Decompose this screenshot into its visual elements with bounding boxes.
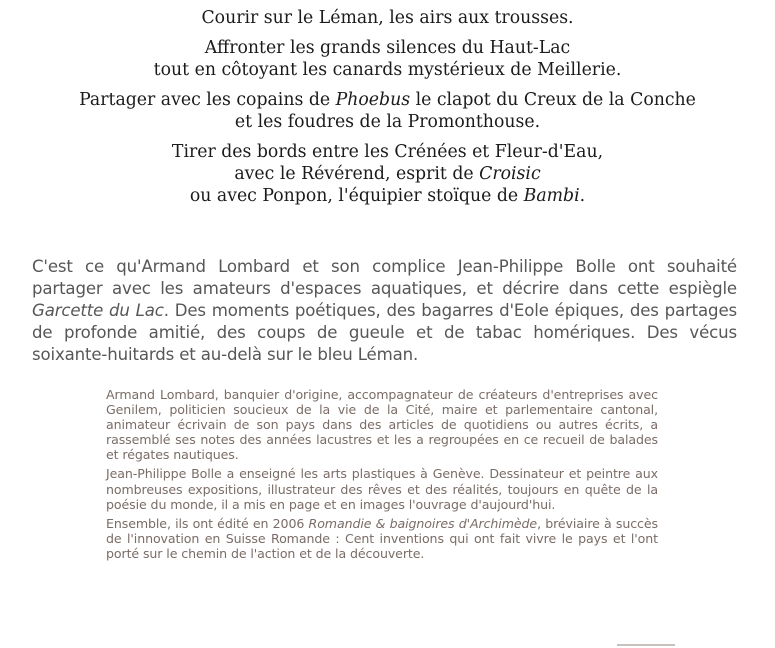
poem-text: Partager avec les copains de	[79, 90, 336, 110]
author-bios	[106, 387, 658, 565]
poem-stanza-1	[0, 7, 775, 29]
poem-text: ou avec Ponpon, l'équipier stoïque de	[189, 186, 524, 206]
bio-jean-philippe-bolle: Jean-Philippe Bolle a enseigné les arts plastiques à Genève. Dessinateur et peintre aux nombreuses expositions, illustrateur des rêves et des réalités, toujours en quête de la poésie du monde, il a mis en page et en images l'ouvrage d'aujourd'hui.	[106, 466, 658, 512]
boat-name: Bambi	[523, 186, 580, 206]
poem-text: le clapot du Creux de la Conche	[410, 90, 696, 110]
bio-text: , bréviaire à succès de l'innovation en Suisse Romande : Cent inventions qui ont fait vivre le pays et l'ont porté sur le chemin de l'action et de la découverte.	[106, 515, 658, 561]
poem-line	[0, 37, 775, 59]
poem-line	[0, 89, 775, 111]
boat-name: Croisic	[479, 164, 541, 184]
poem-line	[0, 185, 775, 207]
book-title: Garcette du Lac	[32, 300, 164, 320]
poem-line	[0, 141, 775, 163]
poem-stanza-2	[0, 37, 775, 81]
bio-text: Ensemble, ils ont édité en 2006	[106, 515, 309, 531]
boat-name: Phoebus	[335, 90, 411, 110]
poem-text: Tirer des bords entre les Crénées et Fleur-d'Eau,	[171, 142, 604, 162]
poem-text: .	[579, 186, 586, 206]
book-title: Romandie & baignoires d'Archimède	[308, 515, 538, 531]
poem-line	[0, 111, 775, 133]
bio-together	[106, 516, 658, 561]
poem	[0, 7, 775, 215]
poem-stanza-3	[0, 89, 775, 133]
intro-text: . Des moments poétiques, des bagarres d'Eole épiques, des partages de profonde amitié, des coups de gueule et de tabac homériques. Des vécus soixante-huitards et au-delà sur le bleu Léman.	[32, 300, 737, 364]
poem-text: Affronter les grands silences du Haut-Lac	[204, 38, 571, 58]
intro-paragraph	[32, 256, 737, 366]
poem-line	[0, 163, 775, 185]
poem-text: avec le Révérend, esprit de	[234, 164, 480, 184]
poem-text: Courir sur le Léman, les airs aux trousses.	[201, 8, 574, 28]
intro-text: C'est ce qu'Armand Lombard et son complice Jean-Philippe Bolle ont souhaité partager avec les amateurs d'espaces aquatiques, et décrire dans cette espiègle	[32, 256, 737, 298]
bio-armand-lombard: Armand Lombard, banquier d'origine, accompagnateur de créateurs d'entreprises avec Genilem, politicien soucieux de la vie de la Cité, maire et parlementaire cantonal, animateur écrivain de son pays dans des articles de quotidiens ou autres écrits, a rassemblé ses notes des années lacustres et les a regroupées en ce recueil de balades et régates nautiques.	[106, 387, 658, 463]
poem-stanza-4	[0, 141, 775, 207]
cropped-footer-mark	[617, 644, 675, 646]
poem-text: et les foudres de la Promonthouse.	[234, 112, 541, 132]
poem-line	[0, 59, 775, 81]
poem-line	[0, 7, 775, 29]
poem-text: tout en côtoyant les canards mystérieux de Meillerie.	[153, 60, 622, 80]
